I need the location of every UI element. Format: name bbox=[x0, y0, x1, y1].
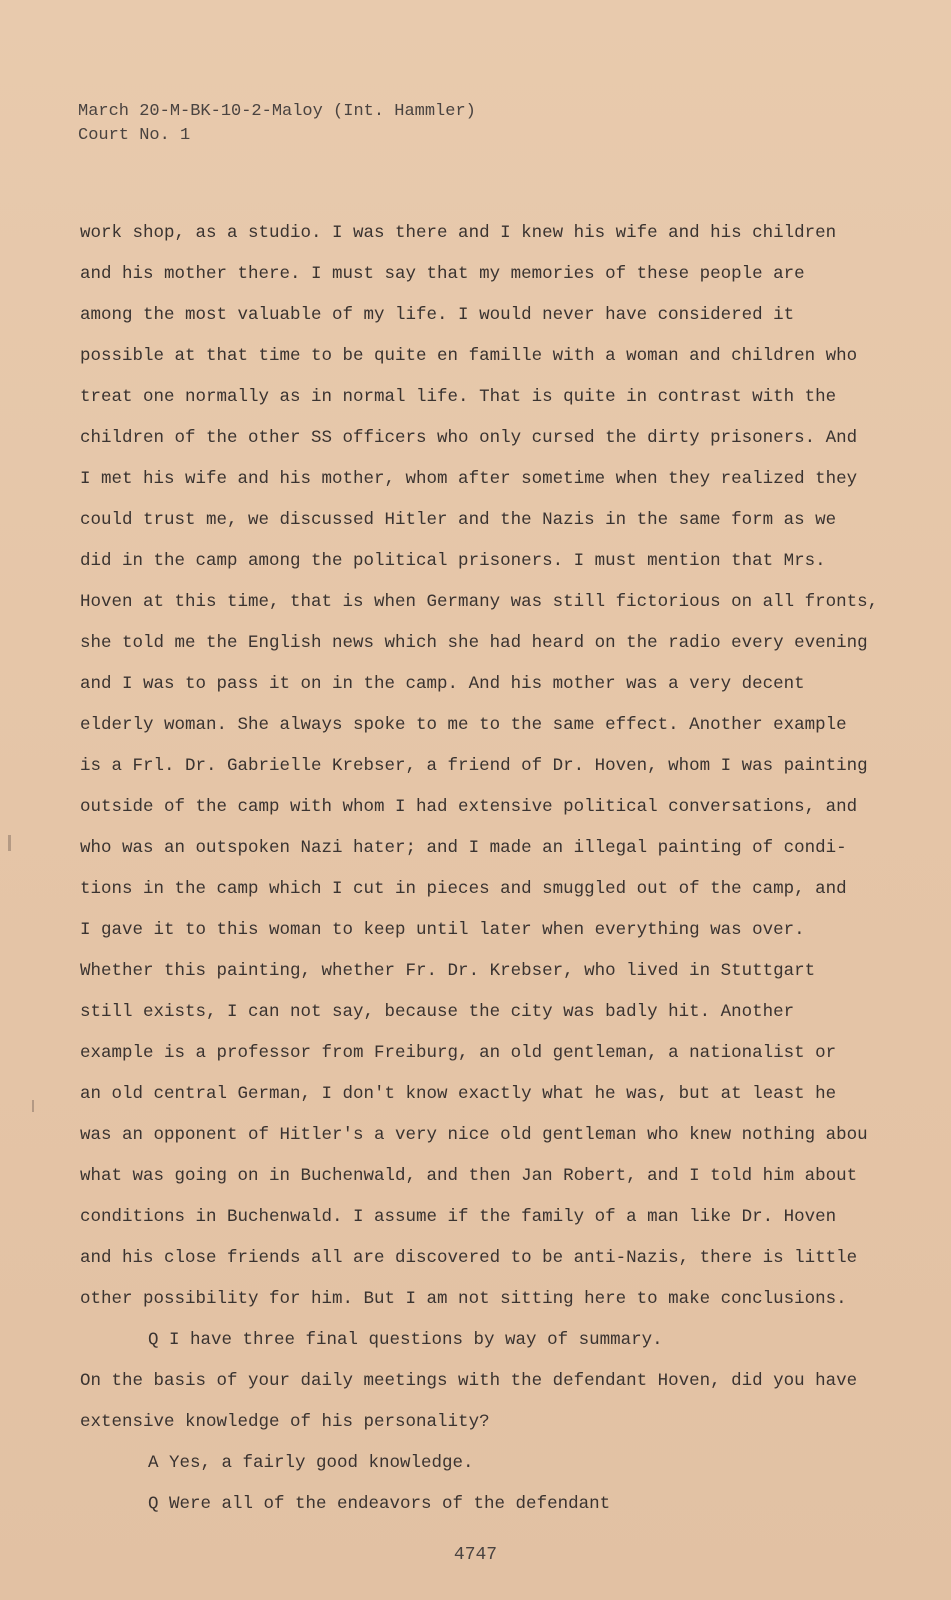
transcript-line: an old central German, I don't know exactly what he was, but at least he bbox=[80, 1084, 837, 1104]
margin-mark bbox=[32, 1100, 34, 1112]
transcript-line: was an opponent of Hitler's a very nice old gentleman who knew nothing abou bbox=[80, 1125, 868, 1145]
transcript-line: I gave it to this woman to keep until later when everything was over. bbox=[80, 920, 805, 940]
transcript-line: example is a professor from Freiburg, an old gentleman, a nationalist or bbox=[80, 1043, 837, 1063]
transcript-line: and I was to pass it on in the camp. And his mother was a very decent bbox=[80, 674, 805, 694]
transcript-line: is a Frl. Dr. Gabrielle Krebser, a friend of Dr. Hoven, whom I was painting bbox=[80, 756, 868, 776]
transcript-body bbox=[80, 213, 880, 1525]
transcript-line: could trust me, we discussed Hitler and the Nazis in the same form as we bbox=[80, 510, 837, 530]
document-header bbox=[78, 100, 476, 148]
question-line: Q I have three final questions by way of summary. bbox=[148, 1330, 663, 1350]
transcript-line: and his mother there. I must say that my memories of these people are bbox=[80, 264, 805, 284]
transcript-line: Hoven at this time, that is when Germany was still fictorious on all fronts, bbox=[80, 592, 879, 612]
header-court-line: Court No. 1 bbox=[78, 126, 191, 145]
transcript-line: who was an outspoken Nazi hater; and I made an illegal painting of condi- bbox=[80, 838, 847, 858]
transcript-line: On the basis of your daily meetings with the defendant Hoven, did you have bbox=[80, 1371, 858, 1391]
transcript-line: other possibility for him. But I am not sitting here to make conclusions. bbox=[80, 1289, 847, 1309]
transcript-line: work shop, as a studio. I was there and I knew his wife and his children bbox=[80, 223, 837, 243]
transcript-line: outside of the camp with whom I had extensive political conversations, and bbox=[80, 797, 858, 817]
transcript-line: among the most valuable of my life. I would never have considered it bbox=[80, 305, 795, 325]
question-line: Q Were all of the endeavors of the defendant bbox=[148, 1494, 611, 1514]
header-reference-line: March 20-M-BK-10-2-Maloy (Int. Hammler) bbox=[78, 102, 476, 121]
transcript-line: possible at that time to be quite en famille with a woman and children who bbox=[80, 346, 858, 366]
transcript-line: still exists, I can not say, because the city was badly hit. Another bbox=[80, 1002, 795, 1022]
page-number: 4747 bbox=[453, 1545, 498, 1565]
transcript-line: and his close friends all are discovered to be anti-Nazis, there is little bbox=[80, 1248, 858, 1268]
transcript-line: did in the camp among the political prisoners. I must mention that Mrs. bbox=[80, 551, 826, 571]
margin-mark bbox=[8, 835, 11, 851]
transcript-line: conditions in Buchenwald. I assume if the family of a man like Dr. Hoven bbox=[80, 1207, 837, 1227]
transcript-line: what was going on in Buchenwald, and then Jan Robert, and I told him about bbox=[80, 1166, 858, 1186]
answer-line: A Yes, a fairly good knowledge. bbox=[148, 1453, 474, 1473]
transcript-line: tions in the camp which I cut in pieces and smuggled out of the camp, and bbox=[80, 879, 847, 899]
transcript-line: I met his wife and his mother, whom after sometime when they realized they bbox=[80, 469, 858, 489]
transcript-line: Whether this painting, whether Fr. Dr. Krebser, who lived in Stuttgart bbox=[80, 961, 816, 981]
transcript-line: she told me the English news which she had heard on the radio every evening bbox=[80, 633, 868, 653]
transcript-line: children of the other SS officers who only cursed the dirty prisoners. And bbox=[80, 428, 858, 448]
transcript-line: elderly woman. She always spoke to me to the same effect. Another example bbox=[80, 715, 847, 735]
transcript-line: extensive knowledge of his personality? bbox=[80, 1412, 490, 1432]
transcript-line: treat one normally as in normal life. That is quite in contrast with the bbox=[80, 387, 837, 407]
